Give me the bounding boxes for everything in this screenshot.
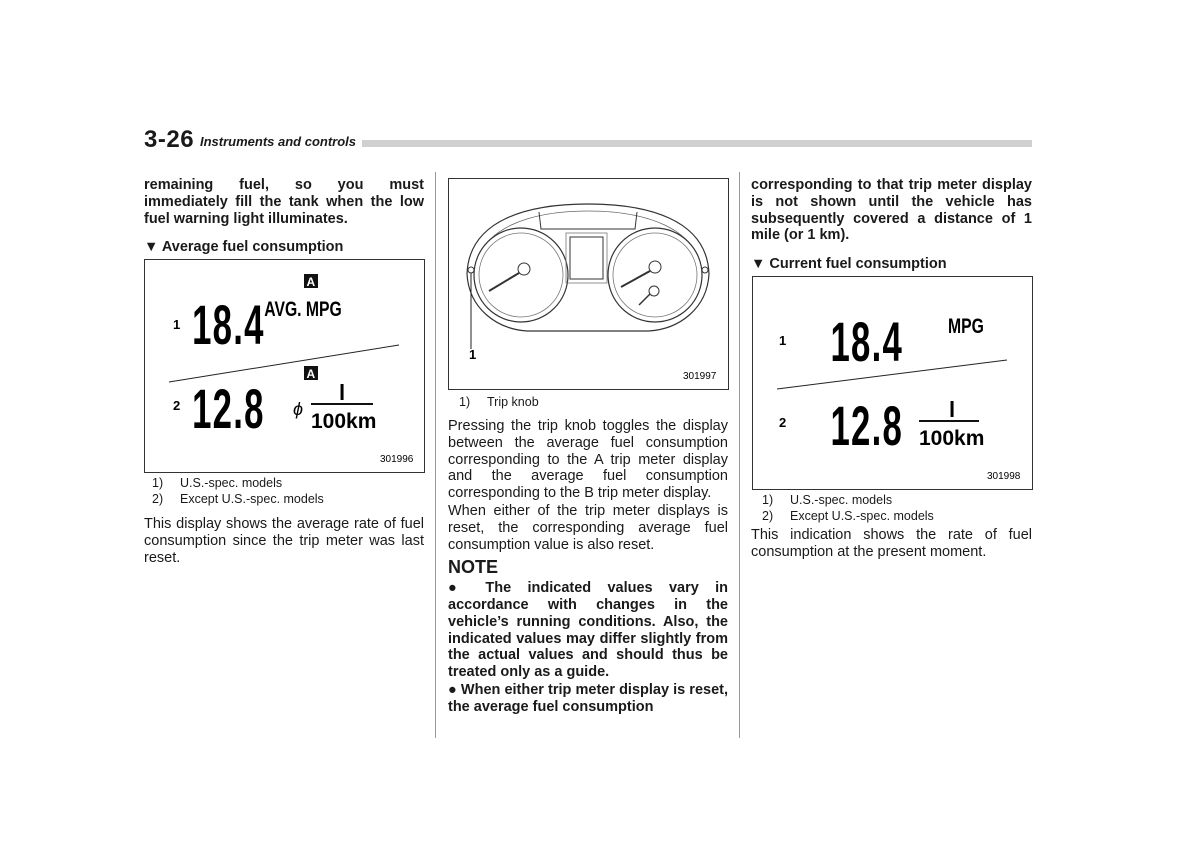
body-text: This indication shows the rate of fuel consumption at the present moment. — [751, 527, 1032, 560]
column-1 — [144, 177, 424, 256]
figure-captions — [152, 475, 422, 507]
column-divider — [739, 172, 740, 738]
header-rule — [362, 140, 1032, 147]
unit-liter: l — [949, 397, 956, 422]
page-number: 3-26 — [144, 126, 195, 153]
paragraph-2: When either of the trip meter displays is reset, the corresponding average fuel consumption value is also reset. — [448, 502, 728, 553]
label-2: 2 — [779, 415, 787, 430]
unit-100km: 100km — [311, 410, 377, 433]
section-heading: ▼ Current fuel consumption — [751, 256, 947, 273]
figure-number: 301997 — [683, 371, 717, 382]
paragraph-1: Pressing the trip knob toggles the display between the average fuel consumption corresponding to the A trip meter display and the average fuel consumption corresponding to the B trip meter display. — [448, 418, 728, 502]
current-fuel-display-figure — [752, 276, 1033, 490]
trip-knob — [468, 267, 474, 273]
phi-symbol: ϕ — [293, 399, 304, 419]
column-2-body — [448, 418, 728, 716]
intro-text: remaining fuel, so you must immediately fill the tank when the low fuel warning light illuminates. — [144, 177, 424, 227]
center-hood — [539, 212, 637, 229]
figure-number: 301998 — [987, 471, 1021, 482]
unit-liter: l — [339, 380, 346, 405]
label-1: 1 — [173, 317, 181, 332]
left-gauge — [474, 228, 568, 322]
column-3 — [751, 177, 1032, 273]
label-2: 2 — [173, 398, 181, 413]
label-1: 1 — [779, 333, 787, 348]
trip-a-badge-2-label: A — [306, 367, 316, 381]
section-heading: ▼ Average fuel consumption — [144, 239, 344, 256]
section-title: Instruments and controls — [200, 134, 357, 149]
instrument-cluster-illustration — [449, 179, 728, 389]
figure-number: 301996 — [380, 454, 414, 465]
right-gauge — [608, 228, 702, 322]
center-display — [570, 237, 603, 279]
right-knob — [702, 267, 708, 273]
average-value-metric: 12.8 — [192, 377, 265, 441]
current-fuel-display-illustration — [753, 277, 1032, 489]
figure-caption: 1) Trip knob — [459, 395, 539, 409]
column-1-body — [144, 516, 424, 566]
mpg-unit: MPG — [948, 313, 984, 338]
unit-100km: 100km — [919, 427, 985, 450]
column-divider — [435, 172, 436, 738]
caption-2: 2) Except U.S.-spec. models — [762, 509, 934, 523]
note-heading: NOTE — [448, 557, 499, 578]
trip-a-badge-label: A — [306, 275, 316, 289]
average-fuel-display-figure — [144, 259, 425, 473]
average-value-us: 18.4 — [192, 293, 265, 357]
intro-text: corresponding to that trip meter display is not shown until the vehicle has subsequently covered a distance of 1 mile (or 1 km). — [751, 177, 1032, 244]
figure-captions — [762, 492, 1032, 524]
current-value-metric: 12.8 — [830, 394, 904, 458]
note-item-1: ● The indicated values vary in accordance with changes in the vehicle’s running conditions. Also, the indicated values may differ slightly from the actual values and should thus be treated only as a guide. — [448, 580, 728, 681]
average-fuel-display-illustration — [145, 260, 424, 472]
current-value-us: 18.4 — [830, 310, 904, 374]
caption-1: 1) U.S.-spec. models — [152, 476, 283, 490]
callout-label: 1 — [469, 347, 477, 362]
avg-mpg-unit: AVG. MPG — [264, 296, 342, 321]
note-item-2: ● When either trip meter display is reset, the average fuel consumption — [448, 681, 728, 715]
center-display-frame — [566, 233, 607, 283]
caption-2: 2) Except U.S.-spec. models — [152, 492, 324, 506]
trip-knob-figure — [448, 178, 729, 390]
column-3-body — [751, 527, 1032, 561]
caption-1: 1) U.S.-spec. models — [762, 493, 893, 507]
body-text: This display shows the average rate of fuel consumption since the trip meter was last reset. — [144, 516, 424, 566]
